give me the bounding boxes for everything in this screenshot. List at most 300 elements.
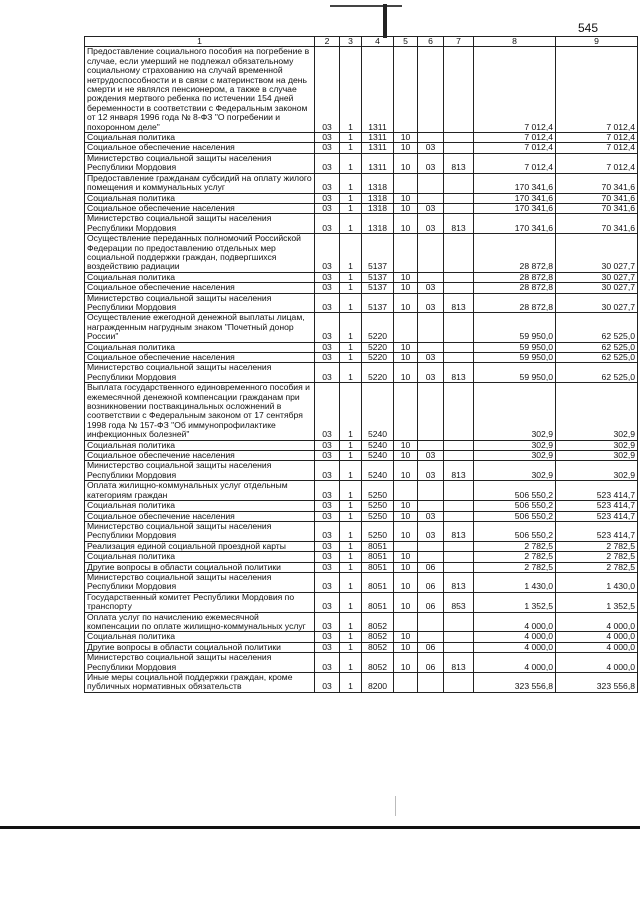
table-row — [85, 440, 638, 450]
cell-code: 1 — [340, 673, 362, 693]
cell-subsection: 03 — [418, 143, 444, 153]
cell-code: 1 — [340, 313, 362, 342]
budget-table — [84, 36, 638, 693]
table-row — [85, 562, 638, 572]
cell-section: 10 — [394, 501, 418, 511]
row-name: Предоставление гражданам субсидий на оплату жилого помещения и коммунальных услуг — [85, 173, 315, 193]
cell-code: 03 — [315, 153, 340, 173]
cell-ministry — [444, 642, 474, 652]
header-row — [85, 37, 638, 47]
cell-code: 8052 — [362, 642, 394, 652]
cell-subsection: 06 — [418, 592, 444, 612]
cell-ministry — [444, 47, 474, 133]
cell-amount-year-2: 70 341,6 — [556, 203, 638, 213]
cell-section: 10 — [394, 521, 418, 541]
cell-code: 8052 — [362, 653, 394, 673]
cell-ministry — [444, 612, 474, 632]
cell-amount-year-1: 323 556,8 — [474, 673, 556, 693]
cell-code: 03 — [315, 47, 340, 133]
row-name: Министерство социальной защиты населения Республики Мордовия — [85, 461, 315, 481]
cell-amount-year-1: 2 782,5 — [474, 541, 556, 551]
cell-code: 8200 — [362, 673, 394, 693]
cell-code: 1 — [340, 353, 362, 363]
cell-section — [394, 612, 418, 632]
table-row — [85, 383, 638, 440]
cell-section: 10 — [394, 193, 418, 203]
cell-subsection: 03 — [418, 293, 444, 313]
cell-section: 10 — [394, 214, 418, 234]
cell-section — [394, 481, 418, 501]
cell-subsection: 03 — [418, 451, 444, 461]
cell-amount-year-2: 1 352,5 — [556, 592, 638, 612]
cell-section: 10 — [394, 283, 418, 293]
cell-code: 1 — [340, 451, 362, 461]
cell-ministry — [444, 451, 474, 461]
cell-amount-year-1: 506 550,2 — [474, 511, 556, 521]
cell-ministry — [444, 481, 474, 501]
page-edge-rule — [0, 826, 640, 829]
cell-amount-year-1: 302,9 — [474, 440, 556, 450]
cell-code: 03 — [315, 592, 340, 612]
cell-amount-year-2: 523 414,7 — [556, 521, 638, 541]
cell-subsection: 06 — [418, 642, 444, 652]
cell-code: 5250 — [362, 521, 394, 541]
cell-ministry — [444, 203, 474, 213]
cell-code: 1 — [340, 203, 362, 213]
cell-amount-year-1: 7 012,4 — [474, 47, 556, 133]
column-header: 6 — [418, 37, 444, 47]
cell-amount-year-2: 2 782,5 — [556, 562, 638, 572]
cell-subsection: 06 — [418, 562, 444, 572]
cell-amount-year-1: 28 872,8 — [474, 293, 556, 313]
column-header: 9 — [556, 37, 638, 47]
table-row — [85, 193, 638, 203]
column-header: 5 — [394, 37, 418, 47]
cell-code: 03 — [315, 234, 340, 273]
cell-section: 10 — [394, 642, 418, 652]
table-row — [85, 153, 638, 173]
cell-subsection — [418, 481, 444, 501]
cell-section: 10 — [394, 572, 418, 592]
cell-subsection — [418, 272, 444, 282]
row-name: Выплата государственного единовременного пособия и ежемесячной денежной компенсации гражданам при возникновении поствакцинальных осложнений в соответствии с Федеральным законом от 17 сентября 1998 года № 157-ФЗ "Об иммунопрофилактике инфекционных болезней" — [85, 383, 315, 440]
cell-section: 10 — [394, 293, 418, 313]
cell-ministry — [444, 562, 474, 572]
cell-code: 03 — [315, 642, 340, 652]
cell-amount-year-1: 7 012,4 — [474, 143, 556, 153]
cell-code: 1 — [340, 612, 362, 632]
table-row — [85, 234, 638, 273]
cell-amount-year-1: 302,9 — [474, 451, 556, 461]
cell-subsection — [418, 552, 444, 562]
row-name: Социальная политика — [85, 440, 315, 450]
cell-section: 10 — [394, 451, 418, 461]
cell-ministry: 813 — [444, 461, 474, 481]
row-name: Министерство социальной защиты населения Республики Мордовия — [85, 521, 315, 541]
cell-amount-year-2: 1 430,0 — [556, 572, 638, 592]
table-row — [85, 272, 638, 282]
row-name: Министерство социальной защиты населения Республики Мордовия — [85, 653, 315, 673]
cell-subsection: 06 — [418, 653, 444, 673]
column-header: 2 — [315, 37, 340, 47]
cell-ministry: 813 — [444, 521, 474, 541]
cell-subsection — [418, 673, 444, 693]
cell-amount-year-2: 4 000,0 — [556, 612, 638, 632]
cell-code: 5220 — [362, 363, 394, 383]
cell-amount-year-1: 4 000,0 — [474, 642, 556, 652]
row-name: Другие вопросы в области социальной политики — [85, 642, 315, 652]
row-name: Министерство социальной защиты населения Республики Мордовия — [85, 153, 315, 173]
cell-section: 10 — [394, 511, 418, 521]
cell-section: 10 — [394, 133, 418, 143]
cell-section — [394, 541, 418, 551]
cell-ministry — [444, 511, 474, 521]
table-row — [85, 313, 638, 342]
cell-amount-year-1: 59 950,0 — [474, 313, 556, 342]
cell-ministry — [444, 133, 474, 143]
row-name: Министерство социальной защиты населения Республики Мордовия — [85, 293, 315, 313]
cell-ministry: 813 — [444, 293, 474, 313]
table-row — [85, 541, 638, 551]
cell-subsection: 03 — [418, 461, 444, 481]
cell-ministry — [444, 353, 474, 363]
cell-code: 1 — [340, 481, 362, 501]
cell-code: 5240 — [362, 440, 394, 450]
cell-ministry — [444, 342, 474, 352]
cell-amount-year-1: 302,9 — [474, 461, 556, 481]
column-header: 8 — [474, 37, 556, 47]
cell-section — [394, 313, 418, 342]
cell-amount-year-1: 59 950,0 — [474, 363, 556, 383]
cell-subsection — [418, 541, 444, 551]
cell-amount-year-1: 2 782,5 — [474, 552, 556, 562]
table-row — [85, 47, 638, 133]
cell-amount-year-2: 523 414,7 — [556, 501, 638, 511]
cell-amount-year-1: 7 012,4 — [474, 153, 556, 173]
cell-code: 03 — [315, 293, 340, 313]
cell-code: 03 — [315, 272, 340, 282]
row-name: Оплата услуг по начислению ежемесячной компенсации по оплате жилищно-коммунальных услуг — [85, 612, 315, 632]
cell-subsection: 03 — [418, 363, 444, 383]
cell-code: 5137 — [362, 234, 394, 273]
cell-amount-year-1: 4 000,0 — [474, 612, 556, 632]
cell-code: 1 — [340, 133, 362, 143]
page-number: 545 — [578, 21, 599, 35]
cell-amount-year-1: 506 550,2 — [474, 521, 556, 541]
cell-code: 1 — [340, 214, 362, 234]
cell-code: 8051 — [362, 552, 394, 562]
row-name: Оплата жилищно-коммунальных услуг отдельным категориям граждан — [85, 481, 315, 501]
cell-amount-year-2: 70 341,6 — [556, 193, 638, 203]
cell-code: 03 — [315, 193, 340, 203]
cell-code: 03 — [315, 673, 340, 693]
cell-amount-year-1: 59 950,0 — [474, 342, 556, 352]
cell-section: 10 — [394, 562, 418, 572]
cell-ministry: 813 — [444, 214, 474, 234]
cell-subsection — [418, 234, 444, 273]
row-name: Социальное обеспечение населения — [85, 283, 315, 293]
table-row — [85, 461, 638, 481]
table-row — [85, 293, 638, 313]
cell-ministry — [444, 283, 474, 293]
cell-code: 03 — [315, 313, 340, 342]
cell-subsection — [418, 342, 444, 352]
cell-code: 1311 — [362, 153, 394, 173]
cell-amount-year-2: 4 000,0 — [556, 653, 638, 673]
cell-code: 1 — [340, 632, 362, 642]
table-row — [85, 143, 638, 153]
cell-code: 03 — [315, 143, 340, 153]
cell-amount-year-2: 30 027,7 — [556, 283, 638, 293]
cell-code: 5137 — [362, 293, 394, 313]
table-row — [85, 342, 638, 352]
cell-amount-year-1: 170 341,6 — [474, 214, 556, 234]
row-name: Социальное обеспечение населения — [85, 451, 315, 461]
cell-code: 1318 — [362, 203, 394, 213]
cell-amount-year-2: 523 414,7 — [556, 511, 638, 521]
table-row — [85, 612, 638, 632]
cell-code: 1 — [340, 521, 362, 541]
cell-ministry: 813 — [444, 363, 474, 383]
cell-ministry — [444, 143, 474, 153]
cell-amount-year-2: 323 556,8 — [556, 673, 638, 693]
cell-amount-year-2: 2 782,5 — [556, 552, 638, 562]
cell-code: 1 — [340, 293, 362, 313]
row-name: Социальная политика — [85, 133, 315, 143]
row-name: Осуществление ежегодной денежной выплаты лицам, награжденным нагрудным знаком "Почетный донор России" — [85, 313, 315, 342]
cell-subsection — [418, 313, 444, 342]
cell-amount-year-2: 4 000,0 — [556, 632, 638, 642]
cell-code: 03 — [315, 481, 340, 501]
cell-amount-year-2: 62 525,0 — [556, 313, 638, 342]
cell-subsection: 03 — [418, 153, 444, 173]
cell-code: 03 — [315, 451, 340, 461]
table-row — [85, 572, 638, 592]
cell-ministry — [444, 193, 474, 203]
cell-amount-year-1: 28 872,8 — [474, 283, 556, 293]
cell-section — [394, 47, 418, 133]
table-row — [85, 481, 638, 501]
cell-code: 1 — [340, 193, 362, 203]
row-name: Предоставление социального пособия на погребение в случае, если умерший не подлежал обязательному социальному страхованию на случай временной нетрудоспособности и в связи с материнством на день смерти и не являлся пенсионером, а также в случае рождения мертвого ребенка по истечении 154 дней беременности в соответствии с Федеральным законом от 12 января 1996 года № 8-ФЗ "О погребении и похоронном деле" — [85, 47, 315, 133]
cell-amount-year-1: 4 000,0 — [474, 632, 556, 642]
cell-code: 8051 — [362, 572, 394, 592]
cell-subsection — [418, 612, 444, 632]
cell-section: 10 — [394, 203, 418, 213]
cell-code: 03 — [315, 612, 340, 632]
cell-section: 10 — [394, 653, 418, 673]
cell-code: 03 — [315, 501, 340, 511]
row-name: Министерство социальной защиты населения Республики Мордовия — [85, 572, 315, 592]
row-name: Социальная политика — [85, 552, 315, 562]
row-name: Государственный комитет Республики Мордовия по транспорту — [85, 592, 315, 612]
cell-amount-year-2: 7 012,4 — [556, 133, 638, 143]
cell-code: 1 — [340, 440, 362, 450]
table-row — [85, 133, 638, 143]
table-row — [85, 353, 638, 363]
row-name: Министерство социальной защиты населения Республики Мордовия — [85, 214, 315, 234]
cell-amount-year-2: 523 414,7 — [556, 481, 638, 501]
cell-ministry: 813 — [444, 572, 474, 592]
table-row — [85, 552, 638, 562]
cell-subsection — [418, 632, 444, 642]
cell-section: 10 — [394, 552, 418, 562]
column-header: 7 — [444, 37, 474, 47]
cell-section — [394, 234, 418, 273]
cell-code: 8052 — [362, 632, 394, 642]
cell-subsection: 06 — [418, 572, 444, 592]
cell-ministry: 813 — [444, 653, 474, 673]
cell-amount-year-1: 170 341,6 — [474, 173, 556, 193]
scan-mark — [383, 4, 387, 38]
cell-code: 1311 — [362, 143, 394, 153]
cell-code: 1 — [340, 342, 362, 352]
cell-subsection: 03 — [418, 521, 444, 541]
cell-code: 03 — [315, 214, 340, 234]
cell-code: 1 — [340, 562, 362, 572]
cell-code: 03 — [315, 461, 340, 481]
cell-section: 10 — [394, 363, 418, 383]
cell-code: 5240 — [362, 451, 394, 461]
cell-code: 1311 — [362, 47, 394, 133]
cell-code: 1 — [340, 153, 362, 173]
cell-amount-year-2: 7 012,4 — [556, 153, 638, 173]
cell-code: 8051 — [362, 592, 394, 612]
table-row — [85, 203, 638, 213]
column-header: 3 — [340, 37, 362, 47]
cell-code: 1 — [340, 234, 362, 273]
cell-ministry — [444, 173, 474, 193]
cell-section: 10 — [394, 461, 418, 481]
cell-code: 1 — [340, 592, 362, 612]
cell-code: 03 — [315, 541, 340, 551]
cell-section — [394, 673, 418, 693]
column-header: 1 — [85, 37, 315, 47]
cell-code: 1 — [340, 572, 362, 592]
cell-code: 03 — [315, 521, 340, 541]
cell-section: 10 — [394, 342, 418, 352]
cell-amount-year-1: 170 341,6 — [474, 193, 556, 203]
cell-subsection — [418, 47, 444, 133]
cell-code: 1318 — [362, 173, 394, 193]
cell-subsection: 03 — [418, 214, 444, 234]
cell-amount-year-1: 7 012,4 — [474, 133, 556, 143]
table-row — [85, 592, 638, 612]
table-row — [85, 283, 638, 293]
cell-code: 1 — [340, 272, 362, 282]
row-name: Социальная политика — [85, 193, 315, 203]
row-name: Министерство социальной защиты населения Республики Мордовия — [85, 363, 315, 383]
cell-code: 03 — [315, 383, 340, 440]
cell-code: 03 — [315, 173, 340, 193]
scan-mark — [395, 796, 396, 816]
table-row — [85, 511, 638, 521]
cell-amount-year-1: 506 550,2 — [474, 501, 556, 511]
cell-subsection — [418, 383, 444, 440]
cell-amount-year-2: 70 341,6 — [556, 214, 638, 234]
cell-code: 1 — [340, 642, 362, 652]
cell-code: 5250 — [362, 501, 394, 511]
row-name: Осуществление переданных полномочий Российской Федерации по предоставлению отдельных мер социальной поддержки граждан, подвергшихся воздействию радиации — [85, 234, 315, 273]
cell-subsection: 03 — [418, 203, 444, 213]
cell-code: 5240 — [362, 461, 394, 481]
cell-ministry: 813 — [444, 153, 474, 173]
cell-code: 1 — [340, 173, 362, 193]
cell-amount-year-2: 302,9 — [556, 440, 638, 450]
cell-amount-year-2: 62 525,0 — [556, 353, 638, 363]
column-header: 4 — [362, 37, 394, 47]
cell-code: 5220 — [362, 313, 394, 342]
cell-section: 10 — [394, 440, 418, 450]
cell-subsection: 03 — [418, 283, 444, 293]
cell-amount-year-1: 2 782,5 — [474, 562, 556, 572]
cell-code: 1 — [340, 511, 362, 521]
row-name: Иные меры социальной поддержки граждан, кроме публичных нормативных обязательств — [85, 673, 315, 693]
cell-subsection — [418, 193, 444, 203]
cell-section: 10 — [394, 353, 418, 363]
cell-subsection — [418, 501, 444, 511]
table-row — [85, 653, 638, 673]
cell-ministry — [444, 383, 474, 440]
cell-amount-year-2: 62 525,0 — [556, 342, 638, 352]
cell-code: 1 — [340, 143, 362, 153]
cell-ministry — [444, 313, 474, 342]
cell-code: 5250 — [362, 481, 394, 501]
cell-amount-year-2: 30 027,7 — [556, 234, 638, 273]
row-name: Социальное обеспечение населения — [85, 511, 315, 521]
cell-code: 5220 — [362, 342, 394, 352]
cell-amount-year-2: 30 027,7 — [556, 272, 638, 282]
cell-ministry — [444, 272, 474, 282]
scan-mark — [330, 5, 402, 7]
cell-amount-year-2: 302,9 — [556, 451, 638, 461]
table-row — [85, 673, 638, 693]
cell-code: 03 — [315, 283, 340, 293]
cell-amount-year-1: 506 550,2 — [474, 481, 556, 501]
cell-section: 10 — [394, 632, 418, 642]
cell-ministry — [444, 440, 474, 450]
cell-code: 5240 — [362, 383, 394, 440]
cell-code: 03 — [315, 353, 340, 363]
cell-code: 5250 — [362, 511, 394, 521]
cell-code: 03 — [315, 203, 340, 213]
cell-code: 1311 — [362, 133, 394, 143]
cell-subsection — [418, 133, 444, 143]
row-name: Социальная политика — [85, 632, 315, 642]
cell-ministry — [444, 673, 474, 693]
cell-code: 03 — [315, 653, 340, 673]
cell-section: 10 — [394, 592, 418, 612]
cell-code: 03 — [315, 363, 340, 383]
cell-code: 5137 — [362, 272, 394, 282]
cell-code: 03 — [315, 342, 340, 352]
table-row — [85, 214, 638, 234]
cell-subsection — [418, 173, 444, 193]
cell-subsection — [418, 440, 444, 450]
table-row — [85, 173, 638, 193]
cell-code: 5220 — [362, 353, 394, 363]
cell-amount-year-2: 302,9 — [556, 383, 638, 440]
cell-subsection: 03 — [418, 353, 444, 363]
cell-code: 1 — [340, 501, 362, 511]
row-name: Социальная политика — [85, 342, 315, 352]
cell-code: 1 — [340, 461, 362, 481]
cell-section — [394, 173, 418, 193]
cell-ministry — [444, 632, 474, 642]
cell-ministry: 853 — [444, 592, 474, 612]
table-row — [85, 632, 638, 642]
table-row — [85, 451, 638, 461]
